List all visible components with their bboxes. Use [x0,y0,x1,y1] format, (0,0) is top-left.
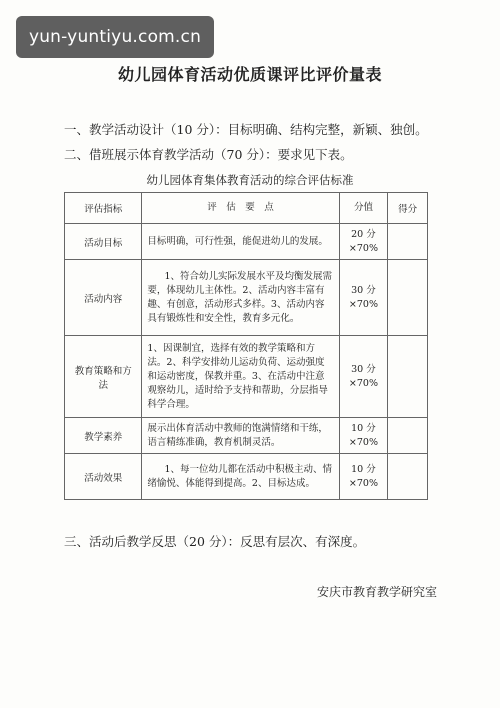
row-score: 10 分 ×70% [339,454,387,500]
row-indicator: 活动目标 [65,224,142,260]
row-points: 1、每一位幼儿都在活动中积极主动、情绪愉悦、体能得到提高。2、目标达成。 [142,454,339,500]
section-reflection: 三、活动后教学反思（20 分）：反思有层次、有深度。 [64,534,366,549]
table-row [65,260,428,336]
row-indicator: 教学素养 [65,418,142,454]
row-got [388,224,428,260]
table-row [65,454,428,500]
table-header-row [65,193,428,224]
table-row [65,336,428,418]
row-points: 目标明确，可行性强，能促进幼儿的发展。 [142,224,339,260]
row-points: 展示出体育活动中教师的饱满情绪和干练，语言精练准确，教育机制灵活。 [142,418,339,454]
table-row [65,224,428,260]
row-got [388,336,428,418]
header-score: 分值 [339,193,387,224]
site-watermark: yun-yuntiyu.com.cn [16,16,214,58]
evaluation-table [64,192,428,500]
row-score: 20 分 ×70% [339,224,387,260]
row-indicator: 活动效果 [65,454,142,500]
row-points: 1、符合幼儿实际发展水平及均衡发展需要，体现幼儿主体性。2、活动内容丰富有趣、有创意，活动形式多样。3、活动内容具有锻炼性和安全性，教育多元化。 [142,260,339,336]
row-score: 30 分 ×70% [339,260,387,336]
row-score: 10 分 ×70% [339,418,387,454]
row-indicator: 教育策略和方法 [65,336,142,418]
issuer-signature: 安庆市教育教学研究室 [316,585,437,599]
table-caption: 幼儿园体育集体教育活动的综合评估标准 [146,173,354,187]
row-got [388,260,428,336]
section-demo: 二、借班展示体育教学活动（70 分）：要求见下表。 [64,147,353,162]
row-got [388,454,428,500]
table-row [65,418,428,454]
row-points: 1、因课制宜，选择有效的教学策略和方法。2、科学安排幼儿运动负荷、运动强度和运动密度，保教并重。3、在活动中注意观察幼儿，适时给予支持和帮助，分层指导科学合理。 [142,336,339,418]
header-points: 评 估 要 点 [142,193,339,224]
row-got [388,418,428,454]
header-got: 得分 [388,193,428,224]
page-title: 幼儿园体育活动优质课评比评价量表 [117,65,382,84]
row-indicator: 活动内容 [65,260,142,336]
section-design: 一、教学活动设计（10 分）：目标明确、结构完整，新颖、独创。 [64,122,428,137]
header-indicator: 评估指标 [65,193,142,224]
row-score: 30 分 ×70% [339,336,387,418]
